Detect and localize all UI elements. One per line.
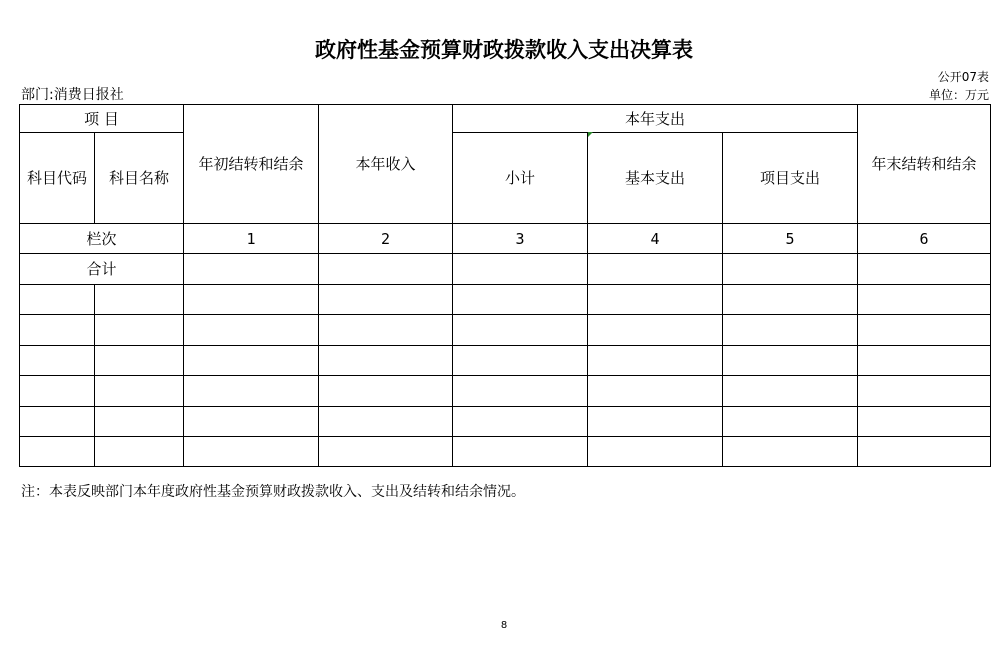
table-cell[interactable] [723, 285, 858, 315]
column-index-label[interactable]: 栏次 [20, 224, 184, 254]
table-cell[interactable] [184, 285, 319, 315]
table-cell[interactable] [319, 315, 453, 346]
table-cell[interactable] [453, 285, 588, 315]
table-cell[interactable] [20, 437, 95, 467]
table-cell[interactable] [588, 315, 723, 346]
header-project-expenditure[interactable]: 项目支出 [723, 133, 858, 224]
table-cell[interactable] [319, 407, 453, 437]
column-index-2[interactable]: 2 [319, 224, 453, 254]
table-cell[interactable] [184, 437, 319, 467]
table-cell[interactable] [20, 346, 95, 376]
header-current-expenditure[interactable]: 本年支出 [453, 105, 858, 133]
table-row [20, 285, 991, 315]
table-cell[interactable] [858, 315, 991, 346]
table-cell[interactable] [184, 315, 319, 346]
table-cell[interactable] [20, 315, 95, 346]
table-cell[interactable] [858, 285, 991, 315]
table-cell[interactable] [723, 437, 858, 467]
table-cell[interactable] [453, 407, 588, 437]
table-cell[interactable] [858, 437, 991, 467]
header-subtotal[interactable]: 小计 [453, 133, 588, 224]
header-subject-code[interactable]: 科目代码 [20, 133, 95, 224]
table-cell[interactable] [184, 376, 319, 407]
table-cell[interactable] [319, 254, 453, 285]
table-cell[interactable] [95, 285, 184, 315]
table-cell[interactable] [588, 285, 723, 315]
table-cell[interactable] [95, 437, 184, 467]
table-cell[interactable] [184, 254, 319, 285]
table-row [20, 437, 991, 467]
table-cell[interactable] [588, 254, 723, 285]
table-cell[interactable] [453, 346, 588, 376]
table-cell[interactable] [319, 376, 453, 407]
header-row-1 [20, 105, 991, 133]
column-index-6[interactable]: 6 [858, 224, 991, 254]
total-label[interactable]: 合计 [20, 254, 184, 285]
table-cell[interactable] [858, 407, 991, 437]
table-note: 注：本表反映部门本年度政府性基金预算财政拨款收入、支出及结转和结余情况。 [21, 484, 525, 500]
header-current-income[interactable]: 本年收入 [319, 105, 453, 224]
column-index-row [20, 224, 991, 254]
table-cell[interactable] [319, 285, 453, 315]
column-index-4[interactable]: 4 [588, 224, 723, 254]
header-opening-balance[interactable]: 年初结转和结余 [184, 105, 319, 224]
header-closing-balance[interactable]: 年末结转和结余 [858, 105, 991, 224]
table-cell[interactable] [95, 407, 184, 437]
table-cell[interactable] [453, 376, 588, 407]
table-cell[interactable] [95, 315, 184, 346]
header-item[interactable]: 项 目 [20, 105, 184, 133]
table-row [20, 346, 991, 376]
form-code: 公开07表 [937, 70, 989, 84]
header-basic-expenditure[interactable]: 基本支出 [588, 133, 723, 224]
table-cell[interactable] [723, 346, 858, 376]
cell-comment-marker-icon[interactable] [588, 132, 593, 137]
report-title: 政府性基金预算财政拨款收入支出决算表 [315, 38, 693, 62]
table-cell[interactable] [95, 376, 184, 407]
table-cell[interactable] [588, 407, 723, 437]
table-cell[interactable] [723, 254, 858, 285]
table-cell[interactable] [453, 437, 588, 467]
column-index-3[interactable]: 3 [453, 224, 588, 254]
column-index-1[interactable]: 1 [184, 224, 319, 254]
table-cell[interactable] [184, 407, 319, 437]
table-row [20, 376, 991, 407]
header-subject-name[interactable]: 科目名称 [95, 133, 184, 224]
column-index-5[interactable]: 5 [723, 224, 858, 254]
budget-table [19, 104, 991, 467]
table-cell[interactable] [20, 407, 95, 437]
table-cell[interactable] [723, 376, 858, 407]
table-cell[interactable] [95, 346, 184, 376]
table-row [20, 407, 991, 437]
table-row [20, 315, 991, 346]
table-cell[interactable] [319, 437, 453, 467]
table-cell[interactable] [319, 346, 453, 376]
header-row-2 [20, 133, 991, 224]
table-cell[interactable] [588, 376, 723, 407]
table-cell[interactable] [858, 376, 991, 407]
table-cell[interactable] [723, 315, 858, 346]
table-cell[interactable] [858, 254, 991, 285]
table-cell[interactable] [453, 254, 588, 285]
total-row [20, 254, 991, 285]
table-cell[interactable] [723, 407, 858, 437]
unit-label: 单位：万元 [928, 88, 989, 102]
table-cell[interactable] [184, 346, 319, 376]
table-cell[interactable] [453, 315, 588, 346]
table-cell[interactable] [20, 285, 95, 315]
table-cell[interactable] [20, 376, 95, 407]
table-cell[interactable] [588, 437, 723, 467]
table-cell[interactable] [858, 346, 991, 376]
table-cell[interactable] [588, 346, 723, 376]
department-label: 部门:消费日报社 [21, 87, 124, 103]
page-number: 8 [500, 620, 508, 631]
